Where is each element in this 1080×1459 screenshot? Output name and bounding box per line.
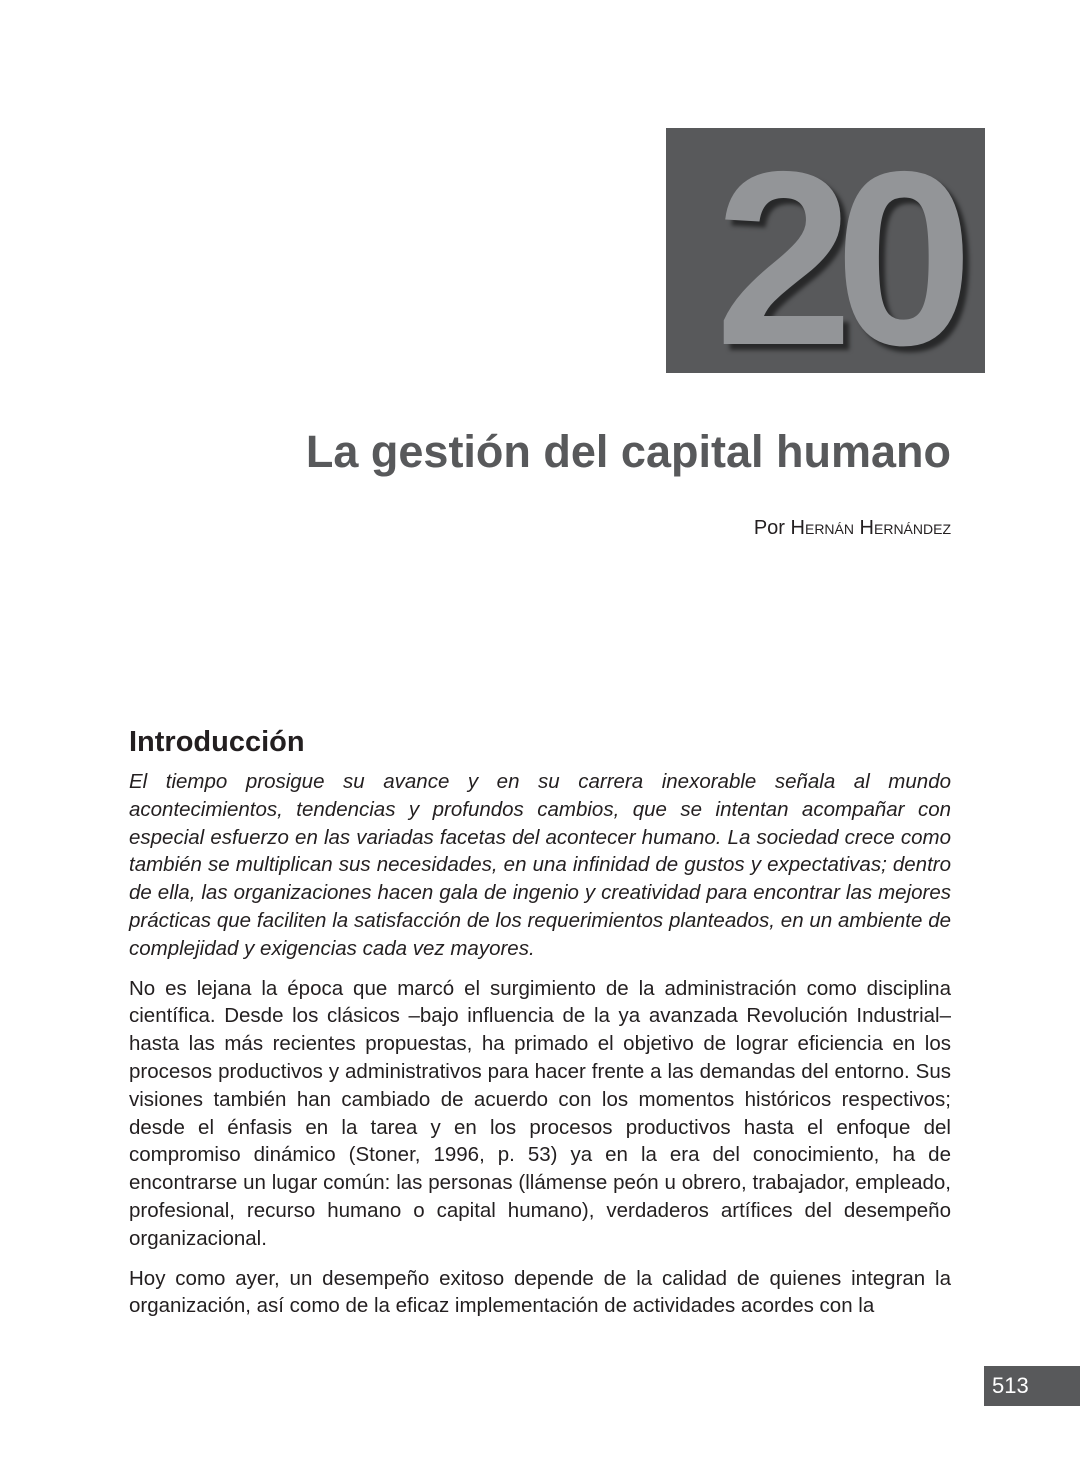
intro-paragraph: El tiempo prosigue su avance y en su carrera inexorable señala al mundo acontecimientos, tendencias y profundos cambios, que se intentan acompañar con especial esfuerzo en las variadas facetas del acontecer humano. La sociedad crece como también se multiplican sus necesidades, en una infinidad de gustos y expectativas; dentro de ella, las organizaciones hacen gala de ingenio y creatividad para encontrar las mejores prácticas que faciliten la satisfacción de los requerimientos planteados, en un ambiente de complejidad y exigencias cada vez mayores. (129, 770, 951, 960)
page-number: 513 (992, 1373, 1029, 1398)
main-content (129, 722, 951, 1332)
author-last-name: Hernández (859, 517, 951, 539)
section-heading: Introducción (129, 726, 305, 758)
chapter-title: La gestión del capital humano (305, 426, 951, 477)
author-first-name: Hernán (790, 517, 854, 539)
chapter-number-box (666, 128, 985, 373)
body-paragraph: Hoy como ayer, un desempeño exitoso depende de la calidad de quienes integran la organización, así como de la eficaz implementación de actividades acordes con la (129, 1266, 951, 1318)
body-paragraph: No es lejana la época que marcó el surgimiento de la administración como disciplina científica. Desde los clásicos –bajo influencia de la ya avanzada Revolución Industrial– hasta las más recientes propuestas, ha primado el objetivo de lograr eficiencia en los procesos productivos y administrativos para hacer frente a las demandas del entorno. Sus visiones también han cambiado de acuerdo con los momentos históricos respectivos; desde el énfasis en la tarea y en los procesos productivos hasta el enfoque del compromiso dinámico (Stoner, 1996, p. 53) ya en la era del conocimiento, ha de encontrarse un lugar común: las personas (llámense peón u obrero, trabajador, empleado, profesional, recurso humano o capital humano), verdaderos artífices del desempeño organizacional. (129, 976, 951, 1250)
byline-prefix: Por (753, 517, 785, 539)
chapter-number: 20 (715, 128, 955, 373)
page-number-box (984, 1366, 1080, 1406)
byline (754, 514, 951, 542)
